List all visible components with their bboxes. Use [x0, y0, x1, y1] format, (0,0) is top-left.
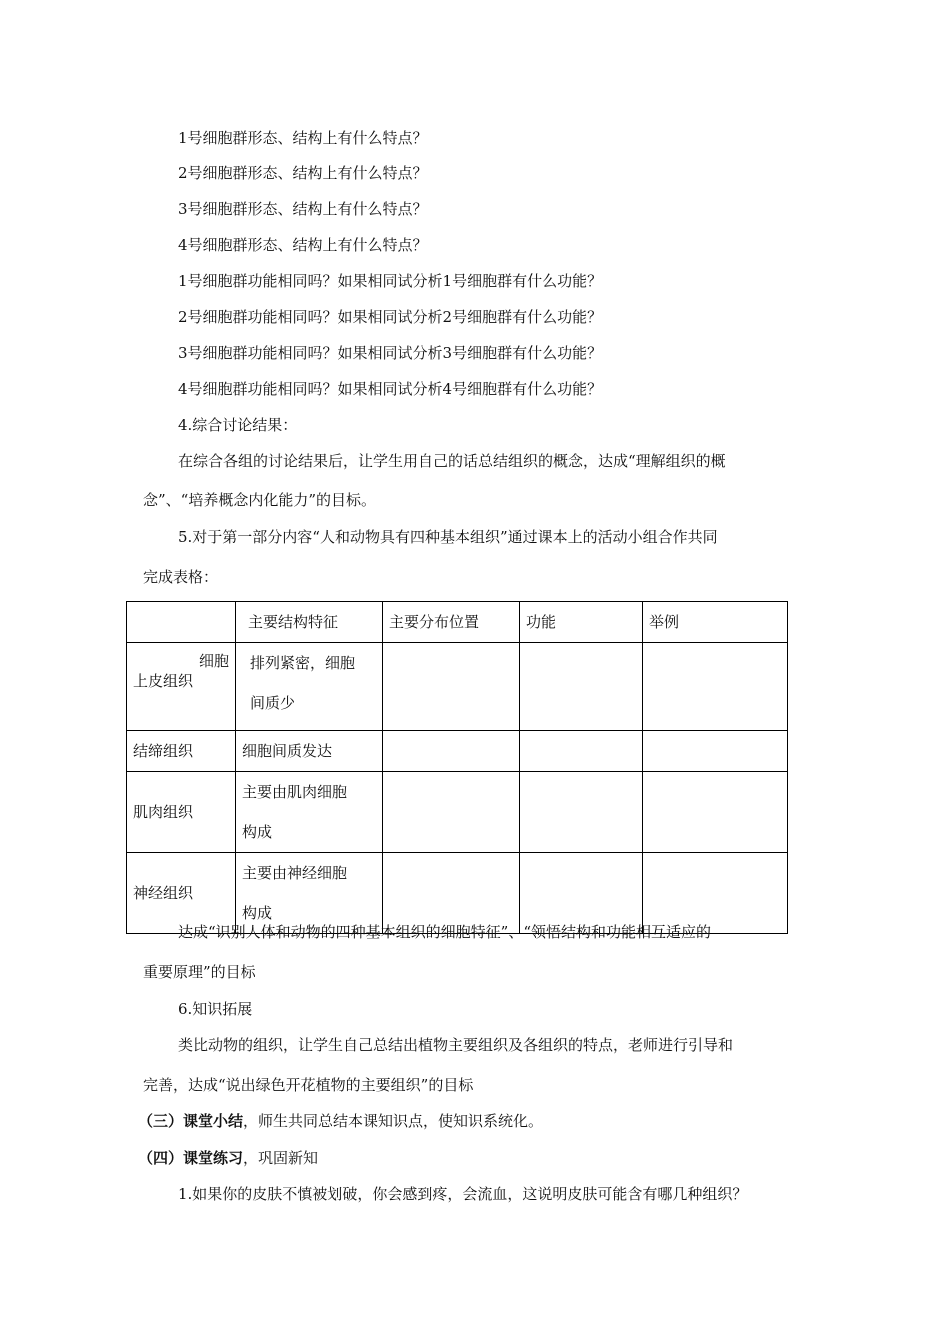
after-table-line2: 重要原理”的目标 [143, 963, 256, 981]
feature-line: 主要由神经细胞 [242, 864, 348, 882]
table-header-cell [127, 602, 236, 643]
tissue-name-cell: 肌肉组织 [127, 772, 236, 853]
tissue-name-cell: 神经组织 [127, 853, 236, 934]
tissue-name-part: 上皮组织 [133, 672, 194, 690]
feature-cell [236, 772, 383, 853]
section4-text: ，巩固新知 [243, 1149, 319, 1167]
section3-summary [138, 1111, 543, 1131]
step4-para-line1: 在综合各组的讨论结果后，让学生用自己的话总结组织的概念，达成“理解组织的概 [178, 452, 726, 470]
question-6: 2号细胞群功能相同吗？如果相同试分析2号细胞群有什么功能？ [178, 308, 603, 326]
example-cell [643, 772, 788, 853]
example-cell [643, 643, 788, 731]
location-cell [383, 643, 520, 731]
feature-cell [236, 643, 383, 731]
step4-heading: 4.综合讨论结果： [178, 416, 298, 434]
table-row [127, 772, 788, 853]
question-2: 2号细胞群形态、结构上有什么特点？ [178, 164, 428, 182]
feature-line: 间质少 [250, 694, 296, 712]
section4-practice [138, 1148, 318, 1168]
location-cell [383, 772, 520, 853]
step5-line2: 完成表格： [143, 568, 219, 586]
section3-text: ，师生共同总结本课知识点，使知识系统化。 [243, 1112, 544, 1130]
step4-para-line2: 念”、“培养概念内化能力”的目标。 [143, 491, 377, 509]
table-header-cell: 主要结构特征 [236, 602, 383, 643]
tissue-name-cell [127, 643, 236, 731]
question-5: 1号细胞群功能相同吗？如果相同试分析1号细胞群有什么功能？ [178, 272, 603, 290]
table-row [127, 731, 788, 772]
step6-line2: 完善，达成“说出绿色开花植物的主要组织”的目标 [143, 1076, 474, 1094]
location-cell [383, 731, 520, 772]
feature-line: 主要由肌肉细胞 [242, 783, 348, 801]
step6-line1: 类比动物的组织，让学生自己总结出植物主要组织及各组织的特点，老师进行引导和 [178, 1036, 734, 1054]
function-cell [520, 772, 643, 853]
step5-line1: 5.对于第一部分内容“人和动物具有四种基本组织”通过课本上的活动小组合作共同 [178, 528, 718, 546]
question-3: 3号细胞群形态、结构上有什么特点？ [178, 200, 428, 218]
question-8: 4号细胞群功能相同吗？如果相同试分析4号细胞群有什么功能？ [178, 380, 603, 398]
feature-cell: 细胞间质发达 [236, 731, 383, 772]
question-4: 4号细胞群形态、结构上有什么特点？ [178, 236, 428, 254]
feature-line: 构成 [242, 904, 273, 922]
section4-title: （四）课堂练习 [138, 1149, 244, 1167]
feature-line: 排列紧密，细胞 [250, 654, 356, 672]
tissue-table [126, 601, 788, 934]
exercise-1: 1.如果你的皮肤不慎被划破，你会感到疼，会流血，这说明皮肤可能含有哪几种组织？ [178, 1185, 748, 1203]
table-row [127, 643, 788, 731]
table-header-row [127, 602, 788, 643]
table-header-cell: 主要分布位置 [383, 602, 520, 643]
question-1: 1号细胞群形态、结构上有什么特点？ [178, 129, 428, 147]
tissue-name-part: 细胞 [198, 652, 229, 670]
function-cell [520, 643, 643, 731]
table-header-cell: 举例 [643, 602, 788, 643]
tissue-name-cell: 结缔组织 [127, 731, 236, 772]
question-7: 3号细胞群功能相同吗？如果相同试分析3号细胞群有什么功能？ [178, 344, 603, 362]
function-cell [520, 731, 643, 772]
after-table-line1: 达成“识别人体和动物的四种基本组织的细胞特征”、“领悟结构和功能相互适应的 [178, 923, 712, 941]
table-header-cell: 功能 [520, 602, 643, 643]
step6-heading: 6.知识拓展 [178, 1000, 253, 1018]
section3-title: （三）课堂小结 [138, 1112, 244, 1130]
example-cell [643, 731, 788, 772]
feature-line: 构成 [242, 823, 273, 841]
